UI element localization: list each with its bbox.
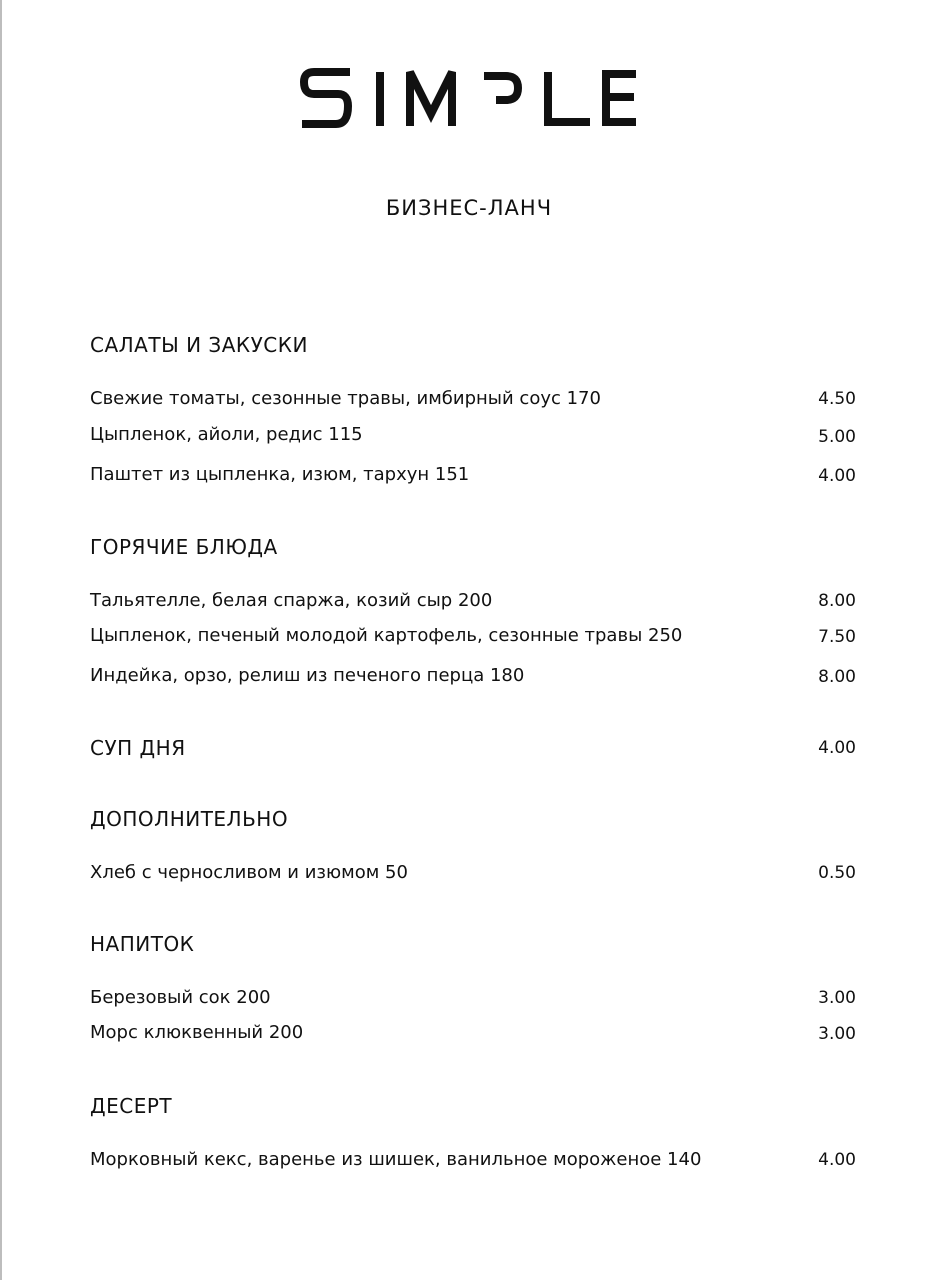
menu-item-name: Березовый сок 200 [90, 987, 271, 1008]
menu-item-name: Морковный кекс, варенье из шишек, ванильное мороженое 140 [90, 1149, 702, 1170]
menu-item-price: 8.00 [818, 667, 856, 687]
menu-item-price: 5.00 [818, 427, 856, 447]
menu-item-name: Цыпленок, печеный молодой картофель, сезонные травы 250 [90, 625, 683, 646]
page-left-edge [0, 0, 2, 1280]
menu-item-name: Свежие томаты, сезонные травы, имбирный соус 170 [90, 388, 601, 409]
soup-price: 4.00 [818, 738, 856, 758]
section-title-salads: САЛАТЫ И ЗАКУСКИ [90, 333, 308, 357]
menu-item-price: 0.50 [818, 863, 856, 883]
simple-logo-icon [300, 66, 640, 130]
menu-item-name: Индейка, орзо, релиш из печеного перца 180 [90, 665, 525, 686]
menu-item-price: 3.00 [818, 988, 856, 1008]
menu-item-name: Хлеб с черносливом и изюмом 50 [90, 862, 408, 883]
menu-item-name: Паштет из цыпленка, изюм, тархун 151 [90, 464, 470, 485]
menu-title: БИЗНЕС-ЛАНЧ [385, 196, 553, 220]
brand-logo [300, 66, 640, 134]
menu-item-name: Цыпленок, айоли, редис 115 [90, 424, 363, 445]
menu-item-price: 4.00 [818, 1150, 856, 1170]
menu-item-price: 3.00 [818, 1024, 856, 1044]
menu-item-price: 7.50 [818, 627, 856, 647]
menu-item-price: 4.00 [818, 466, 856, 486]
section-title-extras: ДОПОЛНИТЕЛЬНО [90, 807, 289, 831]
section-title-soup: СУП ДНЯ [90, 736, 186, 760]
menu-item-price: 4.50 [818, 389, 856, 409]
menu-item-name: Морс клюквенный 200 [90, 1022, 304, 1043]
section-title-hot-dishes: ГОРЯЧИЕ БЛЮДА [90, 535, 278, 559]
section-title-drink: НАПИТОК [90, 932, 195, 956]
section-title-dessert: ДЕСЕРТ [90, 1094, 173, 1118]
menu-item-price: 8.00 [818, 591, 856, 611]
menu-item-name: Тальятелле, белая спаржа, козий сыр 200 [90, 590, 493, 611]
